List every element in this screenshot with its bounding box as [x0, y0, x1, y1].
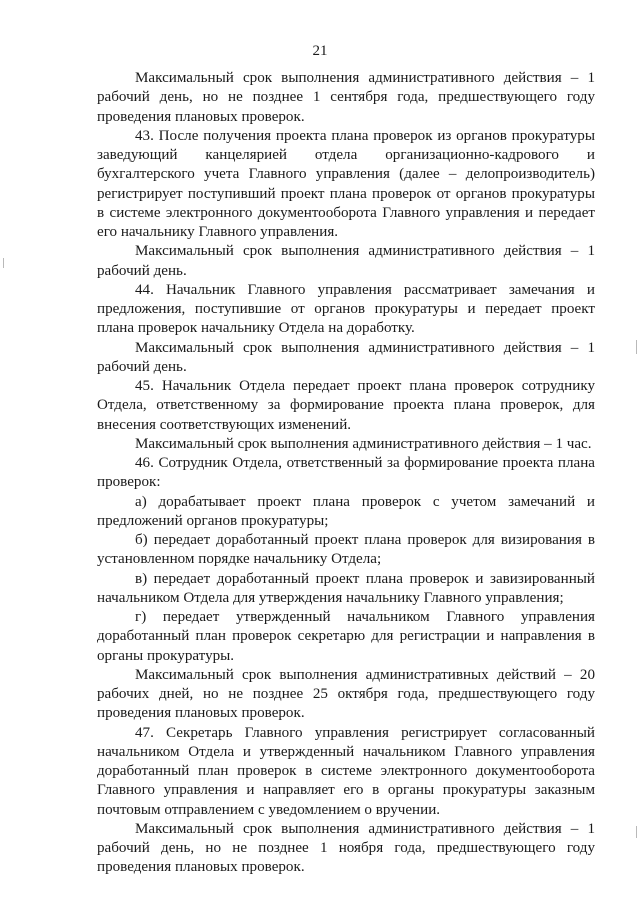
paragraph-clause-46-b: б) передает доработанный проект плана проверок для визирования в установленном порядке начальнику Отдела;: [97, 532, 595, 568]
paragraph-clause-46-a: а) дорабатывает проект плана проверок с учетом замечаний и предложений органов прокуратуры;: [97, 493, 595, 529]
scan-mark-left: [3, 258, 4, 268]
paragraph-clause-43: 43. После получения проекта плана проверок из органов прокуратуры заведующий канцелярией отдела организационно-кадрового и бухгалтерского учета Главного управления (далее – делопроизводитель) регистрирует поступивший проект плана проверок от органов прокуратуры в системе электронного документооборота Главного управления и передает его начальнику Главного управления.: [97, 127, 595, 240]
paragraph-clause-45: 45. Начальник Отдела передает проект плана проверок сотруднику Отдела, ответственному за формирование проекта плана проверок, для внесения соответствующих изменений.: [97, 378, 595, 433]
page-number: 21: [312, 43, 328, 59]
paragraph-clause-46-g: г) передает утвержденный начальником Главного управления доработанный план проверок секретарю для регистрации и направления в органы прокуратуры.: [97, 609, 595, 664]
paragraph-clause-47: 47. Секретарь Главного управления регистрирует согласованный начальником Отдела и утвержденный начальником Главного управления доработанный план проверок в системе электронного документооборота Главного управления и направляет его в органы прокуратуры заказным почтовым отправлением с уведомлением о вручении.: [97, 724, 595, 818]
paragraph-deadline-46: Максимальный срок выполнения административных действий – 20 рабочих дней, но не позднее 25 октября года, предшествующего году проведения плановых проверок.: [97, 666, 595, 722]
paragraph-deadline-47: Максимальный срок выполнения административного действия – 1 рабочий день, но не позднее 1 ноября года, предшествующего году проведения плановых проверок.: [97, 820, 595, 876]
scan-mark-right: [636, 340, 637, 354]
paragraph-clause-46-v: в) передает доработанный проект плана проверок и завизированный начальником Отдела для утверждения начальнику Главного управления;: [97, 570, 595, 606]
paragraph-deadline-45: Максимальный срок выполнения административного действия – 1 час.: [135, 435, 592, 452]
paragraph-clause-44: 44. Начальник Главного управления рассматривает замечания и предложения, поступившие от органов прокуратуры и передает проект плана проверок начальнику Отдела на доработку.: [97, 281, 595, 337]
paragraph-deadline-43: Максимальный срок выполнения административного действия – 1 рабочий день.: [97, 243, 595, 279]
paragraph-clause-46: 46. Сотрудник Отдела, ответственный за формирование проекта плана проверок:: [97, 455, 595, 491]
document-body: [97, 69, 595, 878]
paragraph-deadline-sept-1: Максимальный срок выполнения административного действия – 1 рабочий день, но не позднее 1 сентября года, предшествующего году проведения плановых проверок.: [97, 70, 595, 125]
scan-mark-right-lower: [636, 826, 637, 838]
paragraph-deadline-44: Максимальный срок выполнения административного действия – 1 рабочий день.: [97, 339, 595, 375]
